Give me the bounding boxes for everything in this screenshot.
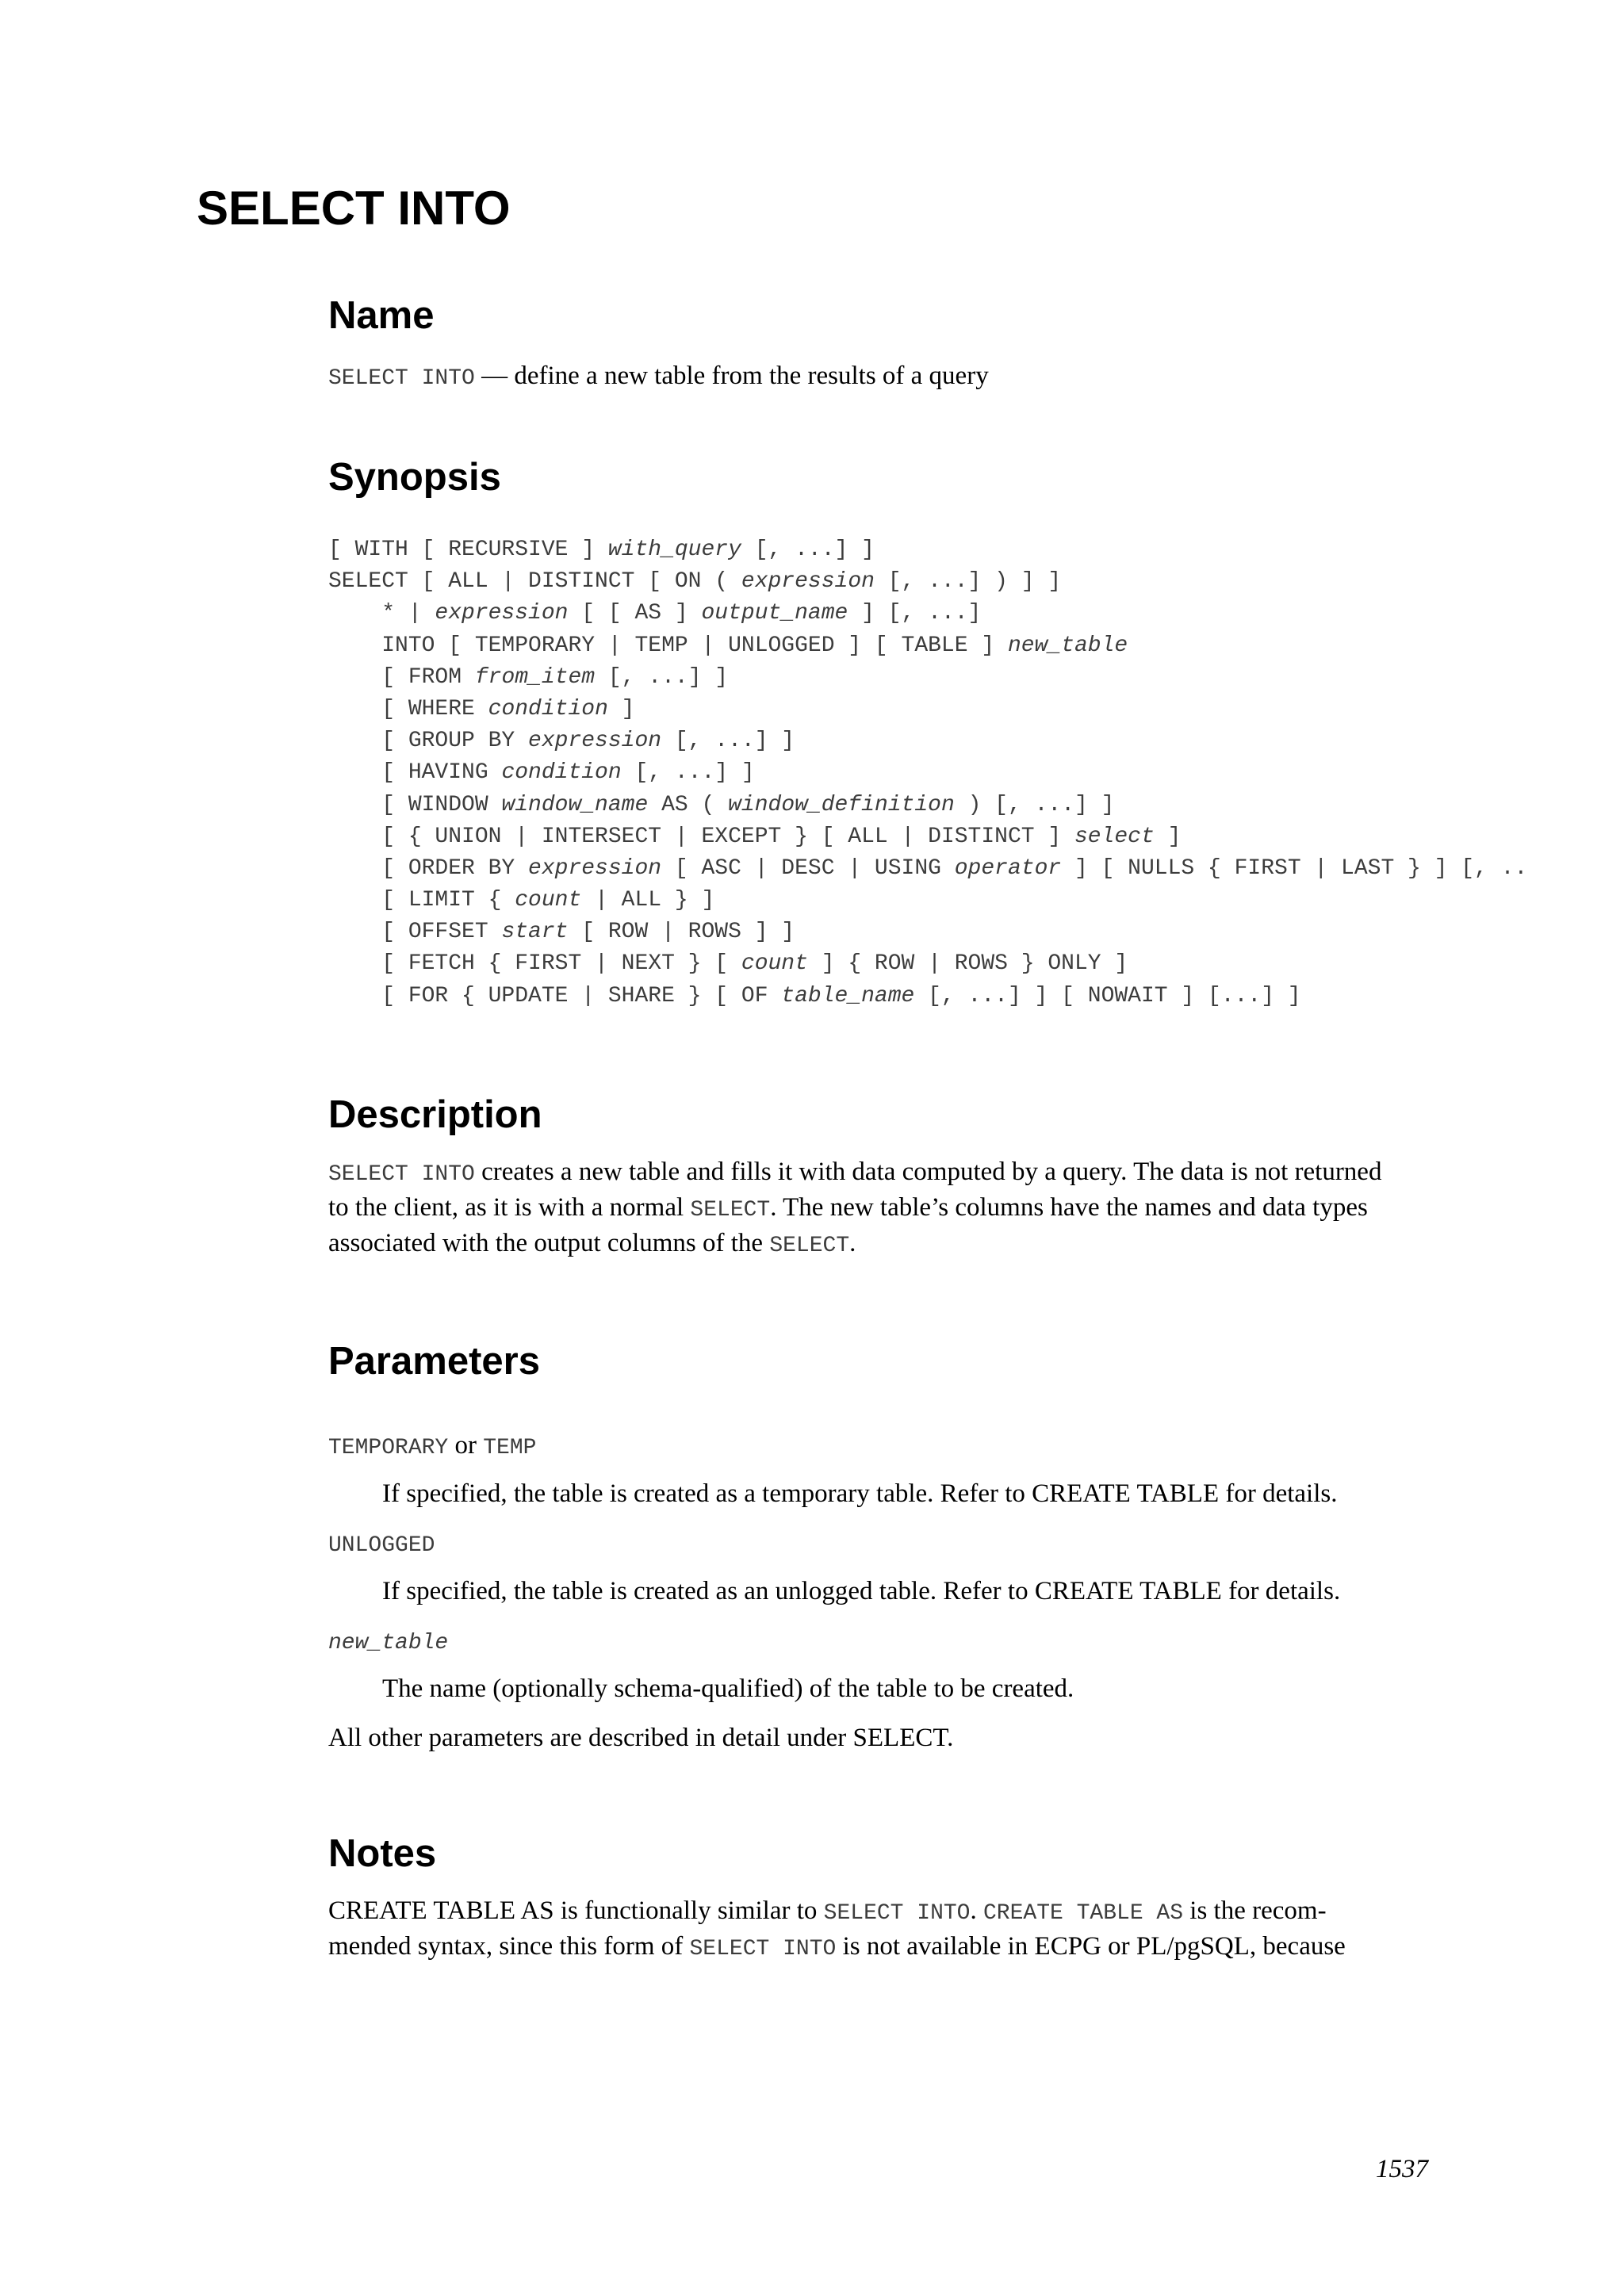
synopsis-placeholder: expression xyxy=(741,569,875,595)
description-text: . xyxy=(849,1229,856,1257)
synopsis-keyword-text: [ LIMIT { xyxy=(328,888,515,913)
code-unlogged: UNLOGGED xyxy=(328,1533,435,1558)
param-desc-new-table: The name (optionally schema-qualified) of the table to be created. xyxy=(382,1674,1074,1703)
description-heading: Description xyxy=(328,1093,542,1136)
synopsis-line xyxy=(328,885,1527,916)
description-text: . The new table’s columns have the names and data types xyxy=(770,1193,1368,1222)
synopsis-keyword-text: | ALL } ] xyxy=(581,888,715,913)
synopsis-line xyxy=(328,821,1527,853)
name-line xyxy=(328,362,989,391)
synopsis-placeholder: operator xyxy=(954,855,1062,881)
description-text: associated with the output columns of the xyxy=(328,1229,770,1257)
name-summary: define a new table from the results of a query xyxy=(514,362,989,390)
synopsis-line xyxy=(328,916,1527,948)
synopsis-line xyxy=(328,598,1527,629)
synopsis-keyword-text: [ ROW | ROWS ] ] xyxy=(568,920,795,945)
synopsis-placeholder: with_query xyxy=(607,538,741,562)
synopsis-keyword-text: [, ...] ] xyxy=(595,664,729,690)
synopsis-keyword-text: [ ASC | DESC | USING xyxy=(661,855,955,881)
parameters-footer: All other parameters are described in detail under SELECT. xyxy=(328,1724,954,1752)
synopsis-keyword-text: * | xyxy=(328,601,435,626)
synopsis-placeholder: start xyxy=(501,920,569,945)
code-create-table-as: CREATE TABLE AS xyxy=(983,1901,1184,1926)
synopsis-placeholder: condition xyxy=(488,696,608,721)
synopsis-keyword-text: ] { ROW | ROWS } ONLY ] xyxy=(807,951,1128,977)
synopsis-placeholder: output_name xyxy=(701,601,848,626)
synopsis-placeholder: count xyxy=(741,951,808,977)
synopsis-keyword-text: [, ...] ] xyxy=(621,760,755,786)
synopsis-placeholder: window_definition xyxy=(728,792,955,817)
synopsis-heading: Synopsis xyxy=(328,456,501,499)
notes-line-2 xyxy=(328,1932,1346,1961)
synopsis-placeholder: from_item xyxy=(474,664,596,690)
name-command: SELECT INTO xyxy=(328,366,475,391)
synopsis-keyword-text: ] xyxy=(607,696,635,721)
synopsis-line xyxy=(328,790,1527,821)
page-number: 1537 xyxy=(1376,2155,1428,2183)
description-line-1 xyxy=(328,1158,1381,1187)
synopsis-keyword-text: [ WITH [ RECURSIVE ] xyxy=(328,538,608,562)
param-term-temporary xyxy=(328,1431,536,1460)
param-term-new-table xyxy=(328,1626,448,1655)
synopsis-keyword-text: [ FETCH { FIRST | NEXT } [ xyxy=(328,951,741,977)
parameters-heading: Parameters xyxy=(328,1340,540,1383)
synopsis-keyword-text: [ OFFSET xyxy=(328,920,502,945)
synopsis-keyword-text: ] xyxy=(1154,824,1182,849)
synopsis-placeholder: window_name xyxy=(501,792,649,817)
param-desc-unlogged: If specified, the table is created as an unlogged table. Refer to CREATE TABLE for details. xyxy=(382,1577,1341,1605)
description-line-3 xyxy=(328,1229,856,1258)
notes-heading: Notes xyxy=(328,1832,437,1875)
param-desc-temporary: If specified, the table is created as a temporary table. Refer to CREATE TABLE for details. xyxy=(382,1479,1338,1508)
notes-line-1 xyxy=(328,1896,1327,1926)
synopsis-keyword-text: [ [ AS ] xyxy=(568,601,702,626)
synopsis-keyword-text: [ FROM xyxy=(328,664,475,690)
name-dash: — xyxy=(474,362,515,390)
synopsis-keyword-text: [ WINDOW xyxy=(328,792,502,817)
name-heading: Name xyxy=(328,294,435,337)
description-text: creates a new table and fills it with data computed by a query. The data is not returned xyxy=(474,1158,1382,1186)
description-text: to the client, as it is with a normal xyxy=(328,1193,691,1222)
synopsis-keyword-text: [, ...] ) ] ] xyxy=(874,569,1062,595)
synopsis-placeholder: select xyxy=(1074,824,1155,849)
synopsis-keyword-text: SELECT [ ALL | DISTINCT [ ON ( xyxy=(328,569,741,595)
synopsis-line xyxy=(328,630,1527,662)
notes-text: is not available in ECPG or PL/pgSQL, because xyxy=(836,1932,1346,1961)
synopsis-keyword-text: [ WHERE xyxy=(328,696,488,721)
code-select: SELECT xyxy=(690,1198,771,1223)
synopsis-keyword-text: [ HAVING xyxy=(328,760,502,786)
synopsis-keyword-text: ] [, ...] xyxy=(848,601,982,626)
synopsis-code-block xyxy=(328,534,1527,1012)
synopsis-line xyxy=(328,534,1527,566)
synopsis-keyword-text: [, ...] ] [ NOWAIT ] [...] ] xyxy=(914,983,1301,1008)
synopsis-keyword-text: [, ...] ] xyxy=(741,538,875,562)
synopsis-placeholder: condition xyxy=(501,760,622,786)
synopsis-keyword-text: [ FOR { UPDATE | SHARE } [ OF xyxy=(328,983,782,1008)
synopsis-placeholder: expression xyxy=(435,601,569,626)
code-new-table: new_table xyxy=(328,1631,449,1655)
synopsis-line xyxy=(328,757,1527,789)
synopsis-line xyxy=(328,725,1527,757)
code-temp: TEMP xyxy=(483,1436,537,1460)
code-select-into: SELECT INTO xyxy=(823,1901,971,1926)
synopsis-keyword-text: ] [ NULLS { FIRST | LAST } ] [, .. xyxy=(1061,855,1528,881)
code-select: SELECT xyxy=(769,1234,850,1258)
param-or: or xyxy=(448,1431,484,1460)
synopsis-line xyxy=(328,566,1527,598)
synopsis-placeholder: table_name xyxy=(781,983,915,1008)
synopsis-keyword-text: [ GROUP BY xyxy=(328,729,529,754)
code-select-into: SELECT INTO xyxy=(328,1162,475,1187)
synopsis-line xyxy=(328,853,1527,885)
synopsis-keyword-text: [ ORDER BY xyxy=(328,855,529,881)
synopsis-line xyxy=(328,948,1527,980)
synopsis-placeholder: expression xyxy=(528,729,662,754)
synopsis-keyword-text: [ { UNION | INTERSECT | EXCEPT } [ ALL | DISTINCT ] xyxy=(328,824,1074,849)
notes-text: . xyxy=(970,1896,983,1925)
synopsis-line xyxy=(328,662,1527,694)
synopsis-placeholder: count xyxy=(515,888,582,913)
notes-text: CREATE TABLE AS is functionally similar to xyxy=(328,1896,824,1925)
page-title: SELECT INTO xyxy=(197,182,511,235)
synopsis-keyword-text: [, ...] ] xyxy=(661,729,795,754)
notes-text: is the recom- xyxy=(1183,1896,1327,1925)
code-select-into: SELECT INTO xyxy=(689,1937,837,1961)
synopsis-keyword-text: INTO [ TEMPORARY | TEMP | UNLOGGED ] [ TABLE ] xyxy=(328,633,1008,658)
description-line-2 xyxy=(328,1193,1368,1223)
synopsis-keyword-text: ) [, ...] ] xyxy=(954,792,1115,817)
synopsis-placeholder: expression xyxy=(528,855,662,881)
param-term-unlogged xyxy=(328,1529,435,1558)
synopsis-keyword-text: AS ( xyxy=(648,792,729,817)
notes-text: mended syntax, since this form of xyxy=(328,1932,690,1961)
synopsis-line xyxy=(328,981,1527,1012)
code-temporary: TEMPORARY xyxy=(328,1436,449,1460)
synopsis-placeholder: new_table xyxy=(1007,633,1128,658)
synopsis-line xyxy=(328,694,1527,725)
